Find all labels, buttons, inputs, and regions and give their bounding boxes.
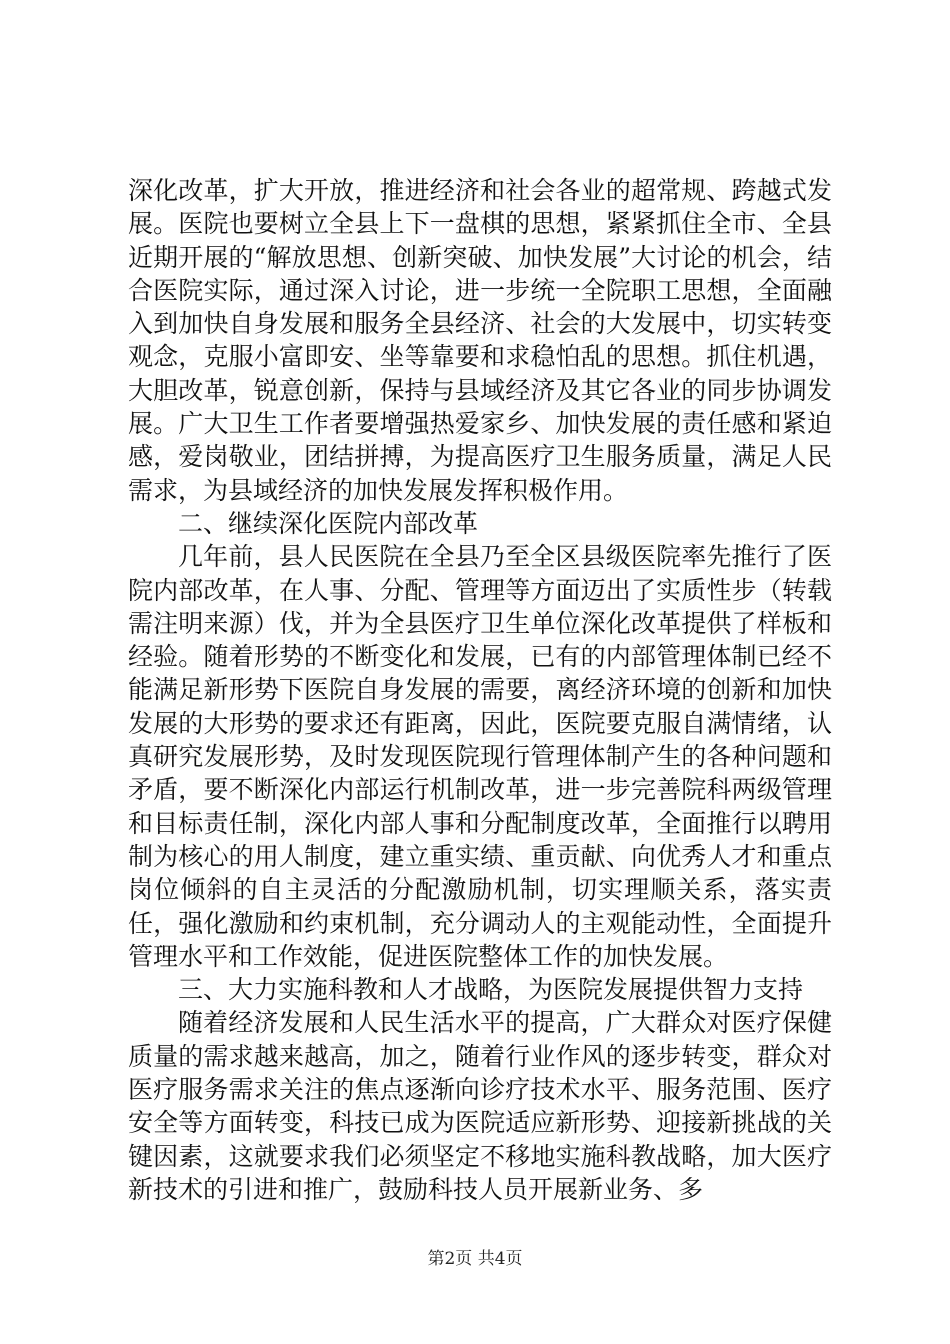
- page-number-footer: 第2页 共4页: [427, 1249, 523, 1269]
- document-body: [128, 174, 832, 1206]
- paragraph-science-education: 随着经济发展和人民生活水平的提高，广大群众对医疗保健质量的需求越来越高，加之，随着行业作风的逐步转变，群众对医疗服务需求关注的焦点逐渐向诊疗技术水平、服务范围、医疗安全等方面转变，科技已成为医院适应新形势、迎接新挑战的关键因素，这就要求我们必须坚定不移地实施科教战略，加大医疗新技术的引进和推广，鼓励科技人员开展新业务、多: [128, 1008, 832, 1204]
- paragraph-continuation: 深化改革，扩大开放，推进经济和社会各业的超常规、跨越式发展。医院也要树立全县上下一盘棋的思想，紧紧抓住全市、全县近期开展的“解放思想、创新突破、加快发展”大讨论的机会，结合医院实际，通过深入讨论，进一步统一全院职工思想，全面融入到加快自身发展和服务全县经济、社会的大发展中，切实转变观念，克服小富即安、坐等靠要和求稳怕乱的思想。抓住机遇，大胆改革，锐意创新，保持与县域经济及其它各业的同步协调发展。广大卫生工作者要增强热爱家乡、加快发展的责任感和紧迫感，爱岗敬业，团结拼搏，为提高医疗卫生服务质量，满足人民需求，为县域经济的加快发展发挥积极作用。: [128, 176, 832, 505]
- section-heading-2: 二、继续深化医院内部改革: [178, 508, 479, 538]
- paragraph-reform: 几年前，县人民医院在全县乃至全区县级医院率先推行了医院内部改革，在人事、分配、管理等方面迈出了实质性步（转载需注明来源）伐，并为全县医疗卫生单位深化改革提供了样板和经验。随着形势的不断变化和发展，已有的内部管理体制已经不能满足新形势下医院自身发展的需要，离经济环境的创新和加快发展的大形势的要求还有距离，因此，医院要克服自满情绪，认真研究发展形势，及时发现医院现行管理体制产生的各种问题和矛盾，要不断深化内部运行机制改革，进一步完善院科两级管理和目标责任制，深化内部人事和分配制度改革，全面推行以聘用制为核心的用人制度，建立重实绩、重贡献、向优秀人才和重点岗位倾斜的自主灵活的分配激励机制，切实理顺关系，落实责任，强化激励和约束机制，充分调动人的主观能动性，全面提升管理水平和工作效能，促进医院整体工作的加快发展。: [128, 542, 832, 971]
- section-heading-3: 三、大力实施科教和人才战略，为医院发展提供智力支持: [178, 975, 804, 1005]
